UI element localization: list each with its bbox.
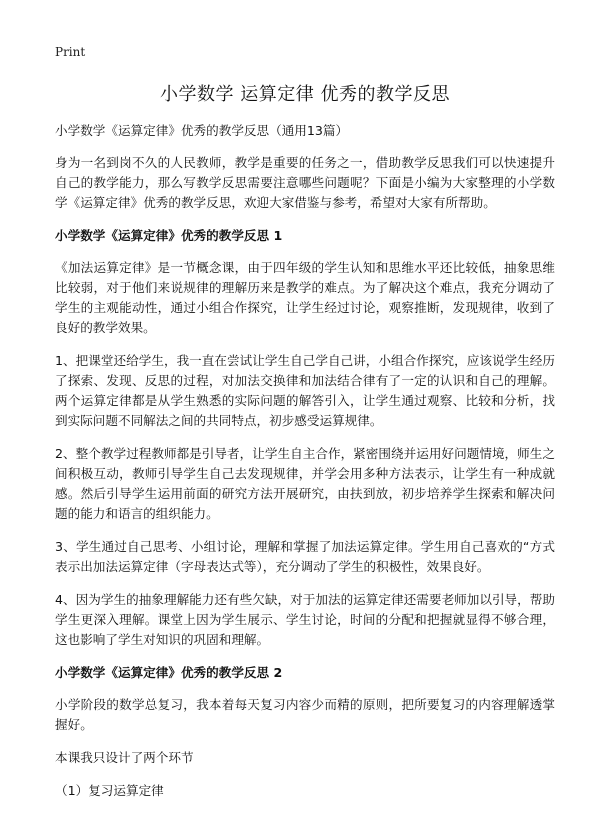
section-1-paragraph: 2、整个教学过程教师都是引导者，让学生自主合作，紧密围绕并运用好问题情境，师生之间积极互动，教师引导学生自己去发现规律，并学会用多种方法表示，让学生有一种成就感。然后引导学生运用前面的研究方法开展研究，由扶到放，初步培养学生探索和解决问题的能力和语言的组织能力。 [55, 446, 555, 521]
section-1-paragraph: 4、因为学生的抽象理解能力还有些欠缺，对于加法的运算定律还需要老师加以引导，帮助学生更深入理解。课堂上因为学生展示、学生讨论，时间的分配和把握就显得不够合理，这也影响了学生对知识的巩固和理解。 [55, 592, 555, 647]
section-1-paragraph: 3、学生通过自己思考、小组讨论，理解和掌握了加法运算定律。学生用自己喜欢的“方式表示出加法运算定律（字母表达式等），充分调动了学生的积极性，效果良好。 [55, 539, 555, 574]
document-body [55, 121, 555, 814]
section-2-paragraph: 小学阶段的数学总复习，我本着每天复习内容少而精的原则，把所要复习的内容理解透掌握好。 [55, 697, 555, 732]
section-2-paragraph: （1）复习运算定律 [55, 783, 164, 798]
intro-paragraph: 身为一名到岗不久的人民教师，教学是重要的任务之一，借助教学反思我们可以快速提升自己的教学能力，那么写教学反思需要注意哪些问题呢？下面是小编为大家整理的小学数学《运算定律》优秀的教学反思，欢迎大家借鉴与参考，希望对大家有所帮助。 [55, 155, 555, 210]
document-title: 小学数学 运算定律 优秀的教学反思 [160, 84, 450, 105]
section-1-paragraph: 《加法运算定律》是一节概念课，由于四年级的学生认知和思维水平还比较低，抽象思维比较弱，对于他们来说规律的理解历来是教学的难点。为了解决这个难点，我充分调动了学生的主观能动性，通过小组合作探究，让学生经过讨论，观察推断，发现规律，收到了良好的教学效果。 [55, 260, 555, 335]
section-2-heading: 小学数学《运算定律》优秀的教学反思 2 [55, 665, 283, 680]
print-link[interactable]: Print [55, 45, 86, 59]
document-subtitle: 小学数学《运算定律》优秀的教学反思（通用13篇） [55, 123, 349, 138]
section-1-paragraph: 1、把课堂还给学生，我一直在尝试让学生自己学自己讲，小组合作探究，应该说学生经历了探索、发现、反思的过程，对加法交换律和加法结合律有了一定的认识和自己的理解。两个运算定律都是从学生熟悉的实际问题的解答引入，让学生通过观察、比较和分析，找到实际问题不同解法之间的共同特点，初步感受运算规律。 [55, 353, 555, 428]
section-2-paragraph: 本课我只设计了两个环节 [55, 750, 194, 765]
section-1-heading: 小学数学《运算定律》优秀的教学反思 1 [55, 228, 283, 243]
